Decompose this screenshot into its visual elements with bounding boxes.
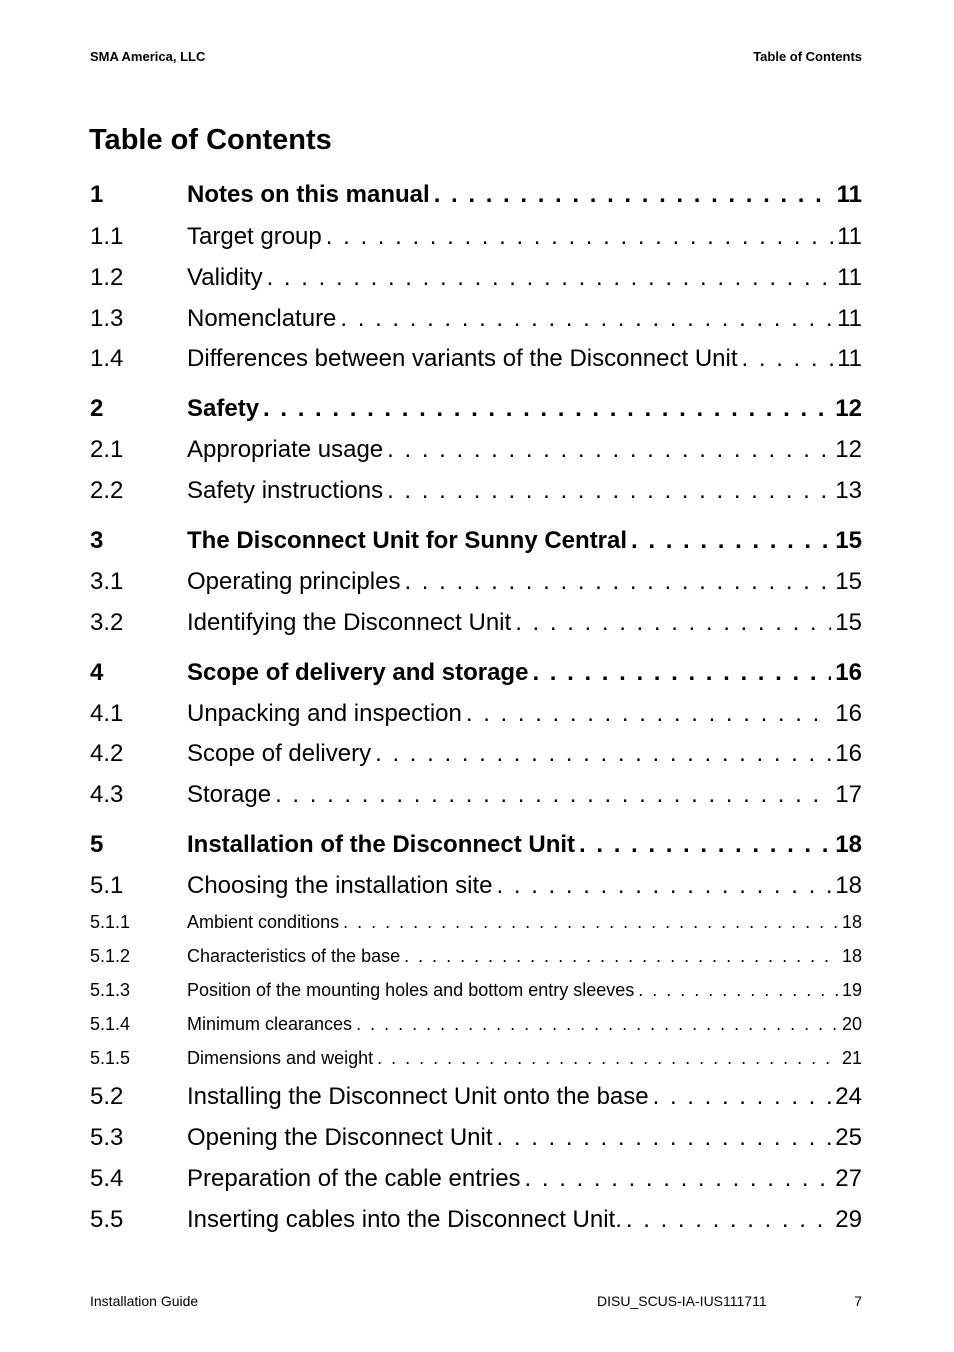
toc-leader-dots [356, 1011, 838, 1037]
toc-leader-dots [525, 1162, 832, 1196]
toc-entry-title[interactable]: Choosing the installation site [187, 872, 493, 899]
toc-entry-number: 5 [90, 831, 104, 858]
toc-entry-title[interactable]: Installation of the Disconnect Unit [187, 831, 576, 858]
toc-entry-title[interactable]: Minimum clearances [187, 1014, 353, 1034]
toc-entry-number: 2.1 [90, 436, 124, 463]
toc-entry-title[interactable]: The Disconnect Unit for Sunny Central [187, 527, 628, 554]
toc-entry-title[interactable]: Validity [187, 264, 263, 291]
toc-entry-title[interactable]: Inserting cables into the Disconnect Unit. [187, 1206, 622, 1233]
toc-leader-dots [275, 778, 831, 812]
toc-entry[interactable] [90, 1162, 862, 1196]
toc-leader-dots [631, 524, 831, 558]
toc-entry[interactable] [90, 778, 862, 812]
toc-entry-title[interactable]: Preparation of the cable entries [187, 1165, 521, 1192]
toc-entry-page[interactable]: 19 [841, 980, 862, 1000]
toc-entry[interactable] [90, 565, 862, 599]
footer-page-number: 7 [854, 1293, 862, 1309]
toc-entry-number: 5.1.1 [90, 912, 131, 932]
toc-entry-number: 1.1 [90, 223, 124, 250]
toc-entry-number: 4.3 [90, 781, 124, 808]
toc-entry-page[interactable]: 27 [835, 1165, 862, 1192]
toc-entry-number: 3.2 [90, 609, 124, 636]
toc-entry-title[interactable]: Dimensions and weight [187, 1048, 374, 1068]
toc-leader-dots [375, 737, 831, 771]
toc-entry[interactable] [90, 1045, 862, 1071]
toc-entry-title[interactable]: Notes on this manual [187, 181, 430, 208]
toc-entry[interactable] [90, 909, 862, 935]
toc-leader-dots [326, 220, 833, 254]
toc-entry[interactable] [90, 1011, 862, 1037]
toc-entry-page[interactable]: 17 [835, 781, 862, 808]
toc-leader-dots [377, 1045, 838, 1071]
toc-entry[interactable] [90, 474, 862, 508]
toc-entry-page[interactable]: 18 [841, 912, 862, 932]
toc-entry-number: 5.5 [90, 1206, 124, 1233]
toc-leader-dots [387, 474, 831, 508]
toc-entry-page[interactable]: 21 [841, 1048, 862, 1068]
toc-entry-page[interactable]: 16 [835, 659, 862, 686]
toc-entry-title[interactable]: Storage [187, 781, 272, 808]
toc-entry-page[interactable]: 25 [835, 1124, 862, 1151]
toc-entry-number: 2.2 [90, 477, 124, 504]
toc-entry[interactable] [90, 737, 862, 771]
table-of-contents [90, 0, 862, 1352]
toc-entry-title[interactable]: Unpacking and inspection [187, 700, 462, 727]
toc-entry-page[interactable]: 18 [835, 831, 862, 858]
toc-entry-title[interactable]: Appropriate usage [187, 436, 384, 463]
toc-entry-title[interactable]: Nomenclature [187, 305, 337, 332]
toc-entry-page[interactable]: 11 [837, 345, 862, 372]
toc-leader-dots [579, 828, 831, 862]
toc-entry[interactable] [90, 1121, 862, 1155]
toc-leader-dots [340, 302, 833, 336]
toc-entry[interactable] [90, 261, 862, 295]
toc-entry[interactable] [90, 342, 862, 376]
toc-entry-number: 2 [90, 395, 104, 422]
toc-entry-title[interactable]: Position of the mounting holes and bottom entry sleeves [187, 980, 635, 1000]
toc-entry[interactable] [90, 524, 862, 558]
toc-leader-dots [653, 1080, 832, 1114]
toc-entry-number: 5.1 [90, 872, 124, 899]
toc-entry-number: 5.1.4 [90, 1014, 131, 1034]
toc-entry[interactable] [90, 1203, 862, 1237]
toc-entry-title[interactable]: Scope of delivery and storage [187, 659, 529, 686]
toc-entry-number: 5.1.5 [90, 1048, 131, 1068]
toc-entry[interactable] [90, 178, 862, 212]
toc-entry-page[interactable]: 15 [835, 609, 862, 636]
toc-entry-title[interactable]: Opening the Disconnect Unit [187, 1124, 493, 1151]
toc-entry[interactable] [90, 302, 862, 336]
toc-entry-number: 1 [90, 181, 104, 208]
toc-leader-dots [387, 433, 831, 467]
toc-entry-page[interactable]: 24 [835, 1083, 862, 1110]
footer-doc-code: DISU_SCUS-IA-IUS111711 [597, 1293, 767, 1309]
toc-entry-number: 4 [90, 659, 104, 686]
toc-entry-page[interactable]: 16 [835, 740, 862, 767]
toc-entry[interactable] [90, 1080, 862, 1114]
toc-entry-number: 1.2 [90, 264, 124, 291]
toc-entry-page[interactable]: 13 [835, 477, 862, 504]
toc-leader-dots [638, 977, 838, 1003]
page-title: Table of Contents [89, 124, 332, 156]
toc-entry-title[interactable]: Scope of delivery [187, 740, 372, 767]
toc-entry-page[interactable]: 11 [836, 181, 862, 208]
footer-doc-type: Installation Guide [90, 1293, 199, 1309]
toc-entry-page[interactable]: 12 [835, 395, 862, 422]
toc-entry-page[interactable]: 11 [837, 223, 862, 250]
toc-leader-dots [404, 565, 831, 599]
toc-leader-dots [343, 909, 838, 935]
toc-entry[interactable] [90, 606, 862, 640]
toc-leader-dots [497, 1121, 832, 1155]
toc-entry-page[interactable]: 15 [835, 568, 862, 595]
toc-entry-number: 5.1.3 [90, 980, 131, 1000]
toc-entry-title[interactable]: Characteristics of the base [187, 946, 401, 966]
toc-leader-dots [497, 869, 832, 903]
toc-entry-page[interactable]: 11 [837, 264, 862, 291]
toc-leader-dots [515, 606, 831, 640]
toc-entry-page[interactable]: 18 [835, 872, 862, 899]
toc-entry-page[interactable]: 12 [835, 436, 862, 463]
toc-entry-number: 5.4 [90, 1165, 124, 1192]
toc-entry[interactable] [90, 392, 862, 426]
toc-entry-number: 3.1 [90, 568, 124, 595]
toc-entry-title[interactable]: Safety [187, 395, 260, 422]
toc-leader-dots [466, 697, 831, 731]
toc-leader-dots [434, 178, 833, 212]
toc-entry[interactable] [90, 869, 862, 903]
toc-entry[interactable] [90, 943, 862, 969]
header-section: Table of Contents [753, 49, 862, 64]
toc-entry-number: 1.4 [90, 345, 124, 372]
toc-entry-page[interactable]: 15 [835, 527, 862, 554]
toc-leader-dots [532, 656, 831, 690]
toc-entry-page[interactable]: 11 [837, 305, 862, 332]
toc-entry-page[interactable]: 16 [835, 700, 862, 727]
toc-entry-number: 5.1.2 [90, 946, 131, 966]
toc-leader-dots [263, 392, 831, 426]
toc-leader-dots [742, 342, 834, 376]
toc-entry[interactable] [90, 656, 862, 690]
toc-entry[interactable] [90, 828, 862, 862]
toc-leader-dots [404, 943, 838, 969]
header-company: SMA America, LLC [90, 49, 206, 64]
toc-entry-page[interactable]: 29 [835, 1206, 862, 1233]
toc-entry-page[interactable]: 18 [841, 946, 862, 966]
toc-entry-title[interactable]: Operating principles [187, 568, 401, 595]
toc-entry-title[interactable]: Ambient conditions [187, 912, 340, 932]
toc-entry-title[interactable]: Safety instructions [187, 477, 384, 504]
toc-entry-title[interactable]: Identifying the Disconnect Unit [187, 609, 512, 636]
toc-entry-number: 3 [90, 527, 104, 554]
toc-entry-number: 1.3 [90, 305, 124, 332]
toc-entry-number: 5.3 [90, 1124, 124, 1151]
toc-entry[interactable] [90, 977, 862, 1003]
toc-entry-number: 5.2 [90, 1083, 124, 1110]
toc-entry-page[interactable]: 20 [841, 1014, 862, 1034]
toc-entry-number: 4.2 [90, 740, 124, 767]
toc-entry[interactable] [90, 220, 862, 254]
toc-leader-dots [626, 1203, 831, 1237]
toc-entry-title[interactable]: Installing the Disconnect Unit onto the base [187, 1083, 649, 1110]
toc-entry-title[interactable]: Differences between variants of the Disconnect Unit [187, 345, 738, 372]
toc-entry[interactable] [90, 433, 862, 467]
toc-entry-number: 4.1 [90, 700, 124, 727]
toc-entry-title[interactable]: Target group [187, 223, 322, 250]
toc-entry[interactable] [90, 697, 862, 731]
toc-leader-dots [267, 261, 833, 295]
